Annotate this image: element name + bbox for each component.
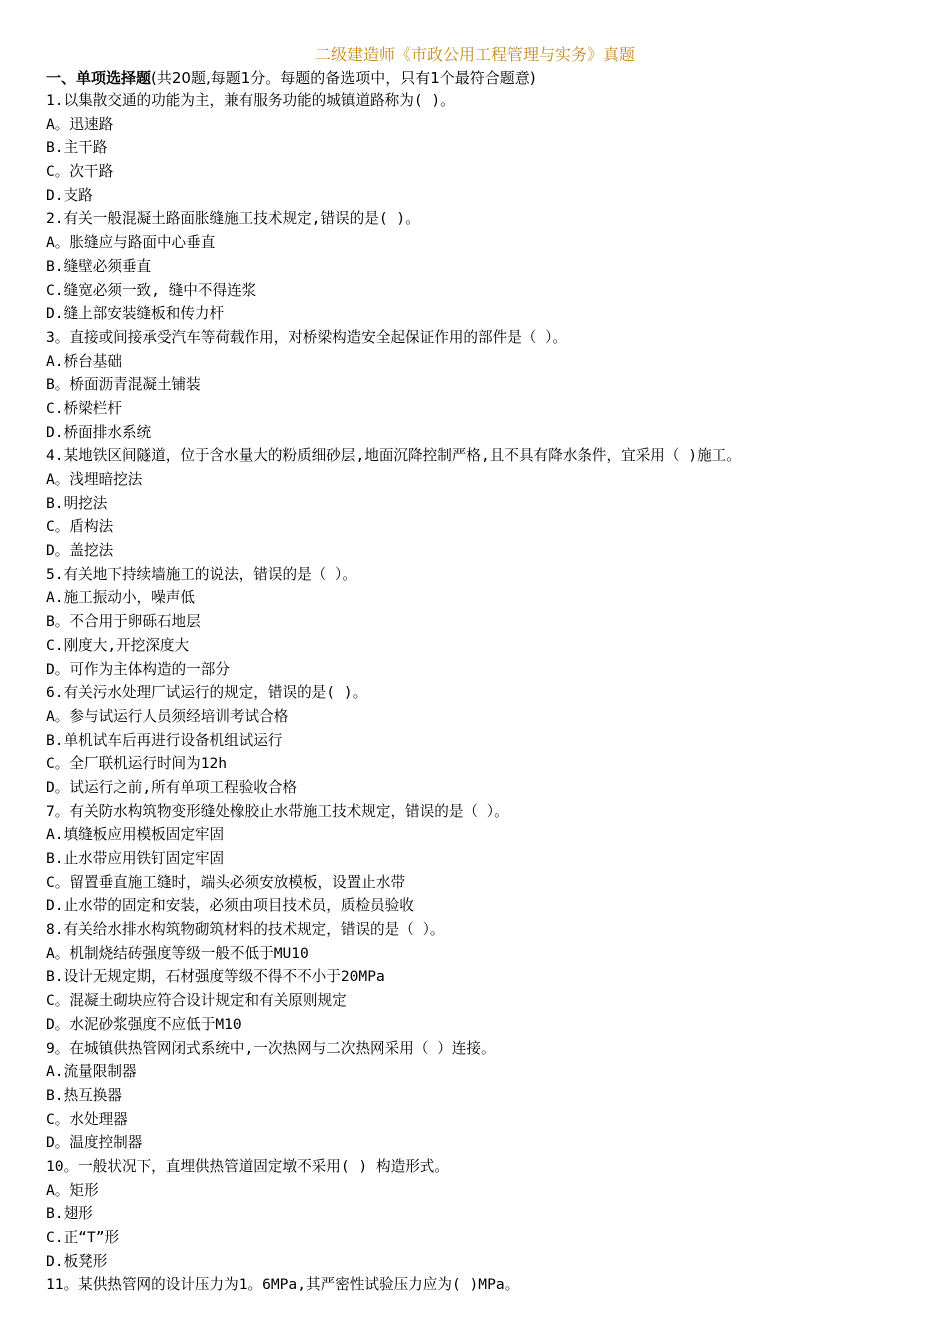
answer-option: C。混凝土砌块应符合设计规定和有关原则规定: [46, 992, 347, 1010]
answer-option: D。可作为主体构造的一部分: [46, 660, 230, 678]
answer-option: D.止水带的固定和安装，必须由项目技术员，质检员验收: [46, 897, 414, 915]
answer-option: B.缝壁必须垂直: [46, 257, 152, 275]
answer-option: D。盖挖法: [46, 542, 114, 560]
answer-option: B。桥面沥青混凝土铺装: [46, 376, 201, 394]
answer-option: A.填缝板应用模板固定牢固: [46, 826, 225, 844]
answer-option: D。试运行之前,所有单项工程验收合格: [46, 778, 298, 796]
question-stem: 4.某地铁区间隧道，位于含水量大的粉质细砂层,地面沉降控制严格,且不具有降水条件，宜采用（ )施工。: [46, 447, 741, 465]
answer-option: C。盾构法: [46, 518, 114, 536]
answer-option: A。胀缝应与路面中心垂直: [46, 234, 216, 252]
answer-option: B.主干路: [46, 139, 108, 157]
answer-option: C.刚度大,开挖深度大: [46, 636, 190, 654]
question-stem: 7。有关防水构筑物变形缝处橡胶止水带施工技术规定，错误的是（ ）。: [46, 802, 509, 820]
answer-option: A。机制烧结砖强度等级一般不低于MU10: [46, 944, 309, 962]
answer-option: C。水处理器: [46, 1110, 128, 1128]
answer-option: B.设计无规定期，石材强度等级不得不不小于20MPa: [46, 968, 385, 986]
answer-option: A。迅速路: [46, 115, 114, 133]
answer-option: B.翅形: [46, 1205, 93, 1223]
question-stem: 1.以集散交通的功能为主，兼有服务功能的城镇道路称为( )。: [46, 92, 455, 109]
answer-option: A.施工振动小，噪声低: [46, 589, 195, 607]
question-stem: 11。某供热管网的设计压力为1。6MPa,其严密性试验压力应为( )MPa。: [46, 1276, 520, 1294]
answer-option: A。矩形: [46, 1181, 99, 1199]
answer-option: B.明挖法: [46, 494, 108, 512]
section-heading-note: (共20题,每题1分。每题的备选项中，只有1个最符合题意): [151, 69, 536, 87]
answer-option: D.支路: [46, 186, 93, 204]
question-stem: 5.有关地下持续墙施工的说法，错误的是（ ）。: [46, 565, 357, 583]
answer-option: D。水泥砂浆强度不应低于M10: [46, 1015, 242, 1033]
answer-option: A.流量限制器: [46, 1063, 137, 1081]
section-heading-label: 一、单项选择题: [46, 69, 152, 87]
answer-option: C。留置垂直施工缝时，端头必须安放模板，设置止水带: [46, 873, 406, 891]
question-list: [46, 89, 936, 1297]
question-stem: 3。直接或间接承受汽车等荷载作用，对桥梁构造安全起保证作用的部件是（ ）。: [46, 328, 568, 346]
answer-option: D.板凳形: [46, 1252, 108, 1270]
answer-option: B。不合用于卵砾石地层: [46, 613, 201, 631]
answer-option: B.止水带应用铁钉固定牢固: [46, 850, 225, 867]
answer-option: B.单机试车后再进行设备机组试运行: [46, 731, 283, 749]
answer-option: D.缝上部安装缝板和传力杆: [46, 305, 225, 323]
question-stem: 10。一般状况下，直埋供热管道固定墩不采用( ) 构造形式。: [46, 1157, 449, 1175]
question-stem: 9。在城镇供热管网闭式系统中,一次热网与二次热网采用（ ）连接。: [46, 1039, 496, 1057]
answer-option: D。温度控制器: [46, 1134, 143, 1152]
answer-option: C。全厂联机运行时间为12h: [46, 755, 228, 773]
question-stem: 8.有关给水排水构筑物砌筑材料的技术规定，错误的是（ ）。: [46, 921, 445, 939]
document-title: 二级建造师《市政公用工程管理与实务》真题: [314, 45, 635, 64]
answer-option: A。浅埋暗挖法: [46, 471, 143, 488]
section-heading: [46, 67, 536, 89]
answer-option: A。参与试运行人员须经培训考试合格: [46, 707, 289, 725]
answer-option: C.正“T”形: [46, 1229, 120, 1246]
question-stem: 2.有关一般混凝土路面胀缝施工技术规定,错误的是( )。: [46, 210, 420, 228]
answer-option: A.桥台基础: [46, 352, 122, 370]
answer-option: C.桥梁栏杆: [46, 399, 122, 417]
answer-option: C.缝宽必须一致, 缝中不得连浆: [46, 281, 257, 299]
answer-option: D.桥面排水系统: [46, 423, 152, 441]
question-stem: 6.有关污水处理厂试运行的规定，错误的是( )。: [46, 684, 368, 702]
answer-option: C。次干路: [46, 163, 114, 181]
answer-option: B.热互换器: [46, 1086, 122, 1104]
